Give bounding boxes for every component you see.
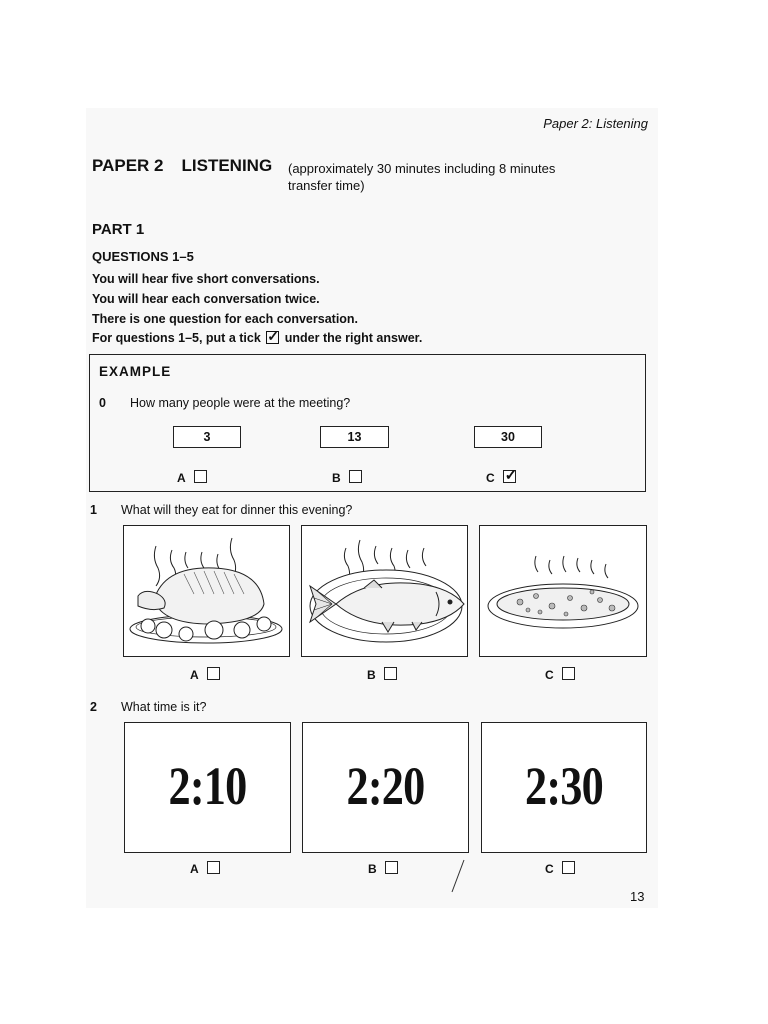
- paper-note-line2: transfer time): [288, 178, 365, 193]
- time-display: 2:20: [346, 756, 425, 816]
- instruction-line-4-end: under the right answer.: [284, 331, 423, 345]
- pizza-icon: [480, 526, 646, 656]
- part-title: PART 1: [92, 221, 145, 238]
- instruction-line-1: You will hear five short conversations.: [92, 272, 320, 286]
- option-letter: C: [545, 862, 554, 876]
- instruction-line-3: There is one question for each conversation.: [92, 312, 359, 326]
- answer-checkbox-checked[interactable]: [503, 470, 516, 483]
- time-display: 2:10: [168, 756, 247, 816]
- instruction-line-4-start: For questions 1–5, put a tick: [92, 331, 261, 345]
- option-letter: B: [368, 862, 377, 876]
- question-2-option-c: [545, 861, 575, 876]
- answer-checkbox[interactable]: [562, 861, 575, 874]
- example-option-b-value: 13: [320, 426, 389, 448]
- question-1-option-b: [367, 667, 397, 682]
- question-1-text: What will they eat for dinner this evening?: [121, 503, 353, 517]
- answer-checkbox[interactable]: [194, 470, 207, 483]
- answer-checkbox[interactable]: [349, 470, 362, 483]
- option-letter: A: [190, 668, 199, 682]
- paper-name: LISTENING: [181, 156, 273, 175]
- answer-checkbox[interactable]: [384, 667, 397, 680]
- instruction-line-2: You will hear each conversation twice.: [92, 292, 320, 306]
- paper-note-line1: (approximately 30 minutes including 8 minutes: [288, 161, 556, 176]
- question-1-option-c: [545, 667, 575, 682]
- instruction-line-4: [92, 331, 422, 345]
- roast-chicken-icon: [124, 526, 289, 656]
- example-label: EXAMPLE: [99, 364, 172, 379]
- picture-pizza: [479, 525, 647, 657]
- paper-duration-note: [288, 160, 588, 194]
- picture-clock-b: [302, 722, 469, 853]
- answer-checkbox[interactable]: [207, 667, 220, 680]
- question-1-number: 1: [90, 503, 97, 517]
- example-option-a: [177, 470, 207, 485]
- time-display: 2:30: [525, 756, 603, 816]
- picture-clock-a: [124, 722, 291, 853]
- example-option-b: [332, 470, 362, 485]
- answer-checkbox[interactable]: [207, 861, 220, 874]
- question-1-option-a: [190, 667, 220, 682]
- pencil-stroke-mark: [448, 858, 468, 894]
- paper-label: PAPER 2: [92, 156, 164, 175]
- example-question: How many people were at the meeting?: [130, 396, 351, 410]
- example-option-c-value: 30: [474, 426, 542, 448]
- example-option-c: [486, 470, 516, 485]
- option-letter: C: [486, 471, 495, 485]
- question-2-number: 2: [90, 700, 97, 714]
- question-2-option-a: [190, 861, 220, 876]
- option-letter: A: [177, 471, 186, 485]
- answer-checkbox[interactable]: [562, 667, 575, 680]
- tick-box-icon: [266, 331, 279, 344]
- option-letter: A: [190, 862, 199, 876]
- running-header: Paper 2: Listening: [543, 116, 648, 131]
- option-letter: C: [545, 668, 554, 682]
- question-2-option-b: [368, 861, 398, 876]
- answer-checkbox[interactable]: [385, 861, 398, 874]
- example-box: [89, 354, 646, 492]
- picture-roast-chicken: [123, 525, 290, 657]
- example-option-a-value: 3: [173, 426, 241, 448]
- option-letter: B: [332, 471, 341, 485]
- questions-range: QUESTIONS 1–5: [92, 249, 194, 264]
- paper-title: [92, 156, 272, 176]
- picture-clock-c: [481, 722, 647, 853]
- page-number: 13: [630, 889, 645, 904]
- question-2-text: What time is it?: [121, 700, 207, 714]
- fish-icon: [302, 526, 467, 656]
- picture-fish: [301, 525, 468, 657]
- example-number: 0: [99, 396, 106, 410]
- option-letter: B: [367, 668, 376, 682]
